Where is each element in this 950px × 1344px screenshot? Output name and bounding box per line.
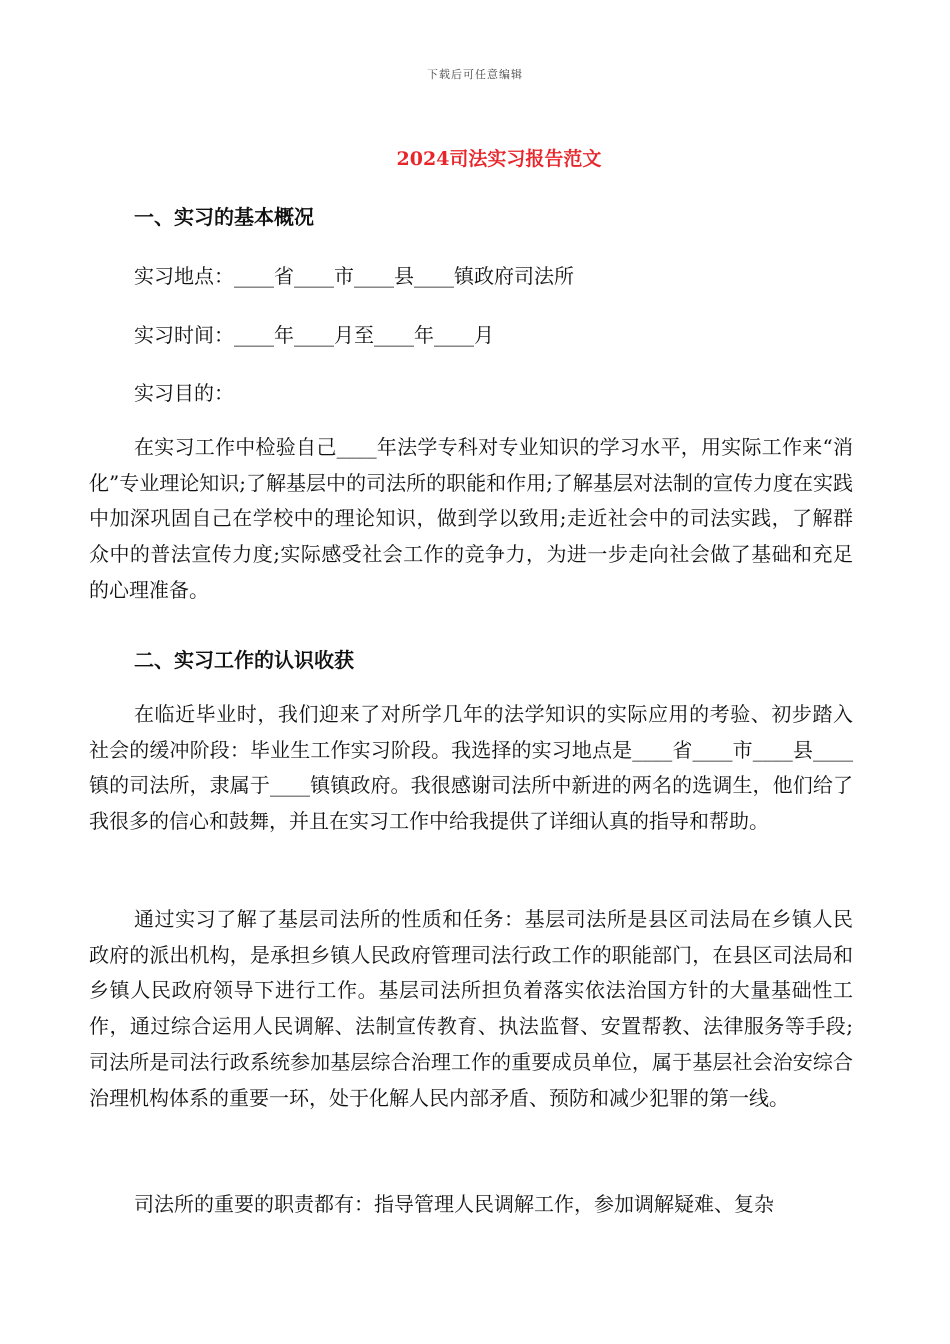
header-note: 下载后可任意编辑 [427,68,523,81]
body-paragraph: 在临近毕业时，我们迎来了对所学几年的法学知识的实际应用的考验、初步踏入社会的缓冲阶段：毕业生工作实习阶段。我选择的实习地点是____省____市____县____镇的司法所，隶属于____镇镇政府。我很感谢司法所中新进的两名的选调生，他们给了我很多的信心和鼓舞，并且在实习工作中给我提供了详细认真的指导和帮助。 [89,702,853,834]
purpose-paragraph: 在实习工作中检验自己____年法学专科对专业知识的学习水平，用实际工作来“消化”专业理论知识;了解基层中的司法所的职能和作用;了解基层对法制的宣传力度在实践中加深巩固自己在学校中的理论知识，做到学以致用;走近社会中的司法实践，了解群众中的普法宣传力度;实际感受社会工作的竞争力，为进一步走向社会做了基础和充足的心理准备。 [89,435,853,602]
internship-time: 实习时间：____年____月至____年____月 [134,323,494,347]
document-title: 2024司法实习报告范文 [396,148,602,170]
body-paragraph: 通过实习了解了基层司法所的性质和任务：基层司法所是县区司法局在乡镇人民政府的派出机构，是承担乡镇人民政府管理司法行政工作的职能部门，在县区司法局和乡镇人民政府领导下进行工作。基层司法所担负着落实依法治国方针的大量基础性工作，通过综合运用人民调解、法制宣传教育、执法监督、安置帮教、法律服务等手段;司法所是司法行政系统参加基层综合治理工作的重要成员单位，属于基层社会治安综合治理机构体系的重要一环，处于化解人民内部矛盾、预防和减少犯罪的第一线。 [89,907,853,1110]
section-heading-gains: 二、实习工作的认识收获 [134,648,354,672]
section-heading-overview: 一、实习的基本概况 [134,205,314,229]
internship-location: 实习地点：____省____市____县____镇政府司法所 [134,264,574,288]
body-paragraph: 司法所的重要的职责都有：指导管理人民调解工作，参加调解疑难、复杂 [134,1192,774,1216]
internship-purpose-label: 实习目的： [134,381,234,405]
